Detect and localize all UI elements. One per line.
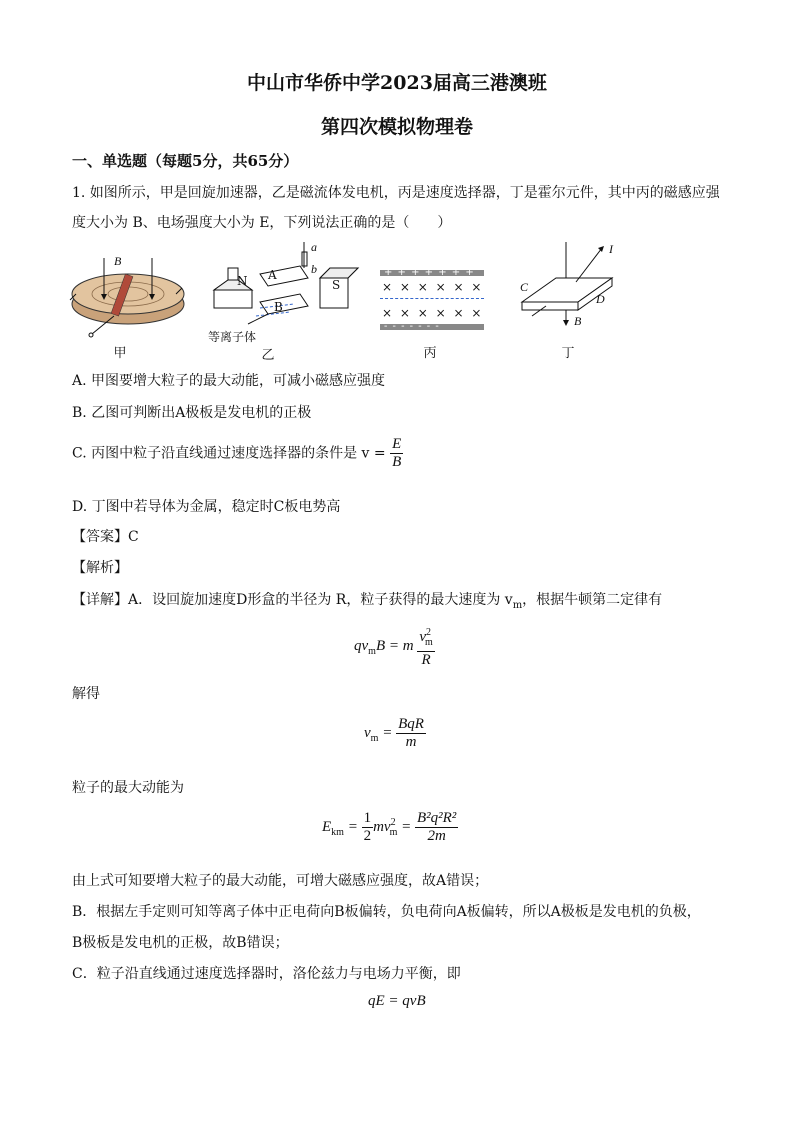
caption-bing: 丙 bbox=[423, 346, 437, 361]
option-c-denominator: B bbox=[392, 454, 402, 470]
option-d: D. 丁图中若导体为金属，稳定时C板电势高 bbox=[72, 499, 341, 515]
equation-3 bbox=[322, 810, 458, 845]
eq2-left-sub: m bbox=[370, 732, 379, 744]
eq3-mv-sup: 2 bbox=[390, 816, 396, 828]
eq2-left: v bbox=[364, 724, 371, 741]
explain-b-line1: B．根据左手定则可知等离子体中正电荷向B板偏转，负电荷向A板偏转，所以A极板是发电机的负极， bbox=[72, 904, 701, 920]
eq1-numerator bbox=[417, 624, 434, 652]
selector-plus-signs: + + + + + + + bbox=[384, 267, 475, 278]
eq3-left-sub: km bbox=[331, 826, 344, 838]
mhd-label-N: N bbox=[237, 274, 248, 288]
caption-yi: 乙 bbox=[261, 348, 275, 363]
caption-jia: 甲 bbox=[113, 346, 127, 361]
equation-1 bbox=[354, 624, 435, 669]
eq1-left: qv bbox=[354, 637, 369, 654]
eq1-num-sub: m bbox=[425, 637, 433, 648]
explain-b-line2: B极板是发电机的正极，故B错误； bbox=[72, 935, 289, 951]
cyclotron-diagram bbox=[64, 238, 194, 338]
selector-field-row1: × × × × × × bbox=[382, 280, 484, 294]
eq3-left: E bbox=[322, 818, 332, 835]
eq1-fraction bbox=[417, 624, 434, 669]
question-text-line1: 1. 如图所示，甲是回旋加速器，乙是磁流体发电机，丙是速度选择器，丁是霍尔元件，其中丙的磁感应强 bbox=[72, 185, 720, 201]
hall-label-C: C bbox=[520, 280, 529, 294]
option-b: B. 乙图可判断出A极板是发电机的正极 bbox=[72, 405, 312, 421]
hall-label-D: D bbox=[596, 292, 605, 306]
question-figure bbox=[64, 238, 724, 363]
question-text-line2: 度大小为 B、电场强度大小为 E，下列说法正确的是（ ） bbox=[72, 215, 452, 231]
doc-title-line1: 中山市华侨中学2023届高三港澳班 bbox=[247, 72, 547, 94]
equation-4: qE = qvB bbox=[368, 993, 426, 1009]
solve-text: 解得 bbox=[72, 686, 100, 702]
hall-label-B: B bbox=[574, 314, 582, 328]
mhd-label-a: a bbox=[311, 240, 317, 254]
eq3-denominator: 2m bbox=[427, 828, 446, 844]
eq3-mv: mv bbox=[373, 818, 391, 835]
eq1-mid: B = m bbox=[375, 637, 414, 654]
eq3-half bbox=[362, 810, 374, 845]
detail-line1 bbox=[72, 589, 662, 611]
mhd-label-b: b bbox=[311, 262, 317, 276]
option-c-fraction bbox=[390, 436, 403, 471]
section-heading: 一、单选题（每题5分，共65分） bbox=[72, 152, 299, 170]
equation-2 bbox=[364, 716, 426, 751]
detail-line1-text: 【详解】A．设回旋加速度D形盒的半径为 R，粒子获得的最大速度为 v bbox=[72, 592, 513, 608]
eq3-equals: = bbox=[343, 818, 358, 835]
eq1-denominator: R bbox=[421, 652, 431, 668]
doc-title-line2: 第四次模拟物理卷 bbox=[320, 116, 473, 138]
eq3-mv-sub: m bbox=[389, 826, 398, 838]
analysis-heading: 【解析】 bbox=[72, 560, 128, 576]
mhd-label-S: S bbox=[332, 278, 341, 292]
eq3-fraction bbox=[415, 810, 458, 845]
eq2-fraction bbox=[396, 716, 426, 751]
selector-field-row2: × × × × × × bbox=[382, 306, 484, 320]
hall-label-I: I bbox=[609, 242, 613, 256]
eq1-left-sub: m bbox=[368, 645, 376, 657]
option-c-numerator: E bbox=[392, 436, 402, 452]
ke-text: 粒子的最大动能为 bbox=[72, 780, 184, 796]
eq2-numerator: BqR bbox=[398, 716, 424, 732]
conclusion-a: 由上式可知要增大粒子的最大动能，可增大磁感应强度，故A错误； bbox=[72, 873, 489, 889]
detail-line1-end: ，根据牛顿第二定律有 bbox=[522, 592, 663, 608]
mhd-label-A: A bbox=[268, 268, 277, 282]
option-a: A. 甲图要增大粒子的最大动能，可减小磁感应强度 bbox=[72, 373, 386, 389]
eq3-half-num: 1 bbox=[363, 810, 372, 826]
eq2-equals: = bbox=[378, 724, 393, 741]
eq1-num-sup: 2 bbox=[426, 627, 431, 638]
mhd-label-B: B bbox=[274, 300, 283, 314]
option-c-text: C. 丙图中粒子沿直线通过速度选择器的条件是 v = bbox=[72, 445, 386, 462]
selector-minus-signs: - - - - - - - bbox=[384, 321, 440, 332]
eq2-denominator: m bbox=[405, 734, 417, 750]
eq3-equals-2: = bbox=[397, 818, 412, 835]
detail-line1-sub: m bbox=[512, 599, 523, 611]
explain-c-line: C．粒子沿直线通过速度选择器时，洛伦兹力与电场力平衡，即 bbox=[72, 966, 461, 982]
mhd-generator-diagram bbox=[208, 238, 368, 338]
mhd-plasma-label: 等离子体 bbox=[208, 330, 257, 344]
answer-line: 【答案】C bbox=[72, 529, 139, 545]
eq1-num-v: v bbox=[419, 629, 426, 645]
caption-ding: 丁 bbox=[561, 346, 575, 361]
eq3-numerator: B²q²R² bbox=[416, 810, 457, 826]
selector-path bbox=[380, 298, 484, 299]
option-c bbox=[72, 436, 403, 471]
cyclotron-label-B: B bbox=[114, 254, 122, 268]
eq3-half-den: 2 bbox=[363, 828, 372, 844]
